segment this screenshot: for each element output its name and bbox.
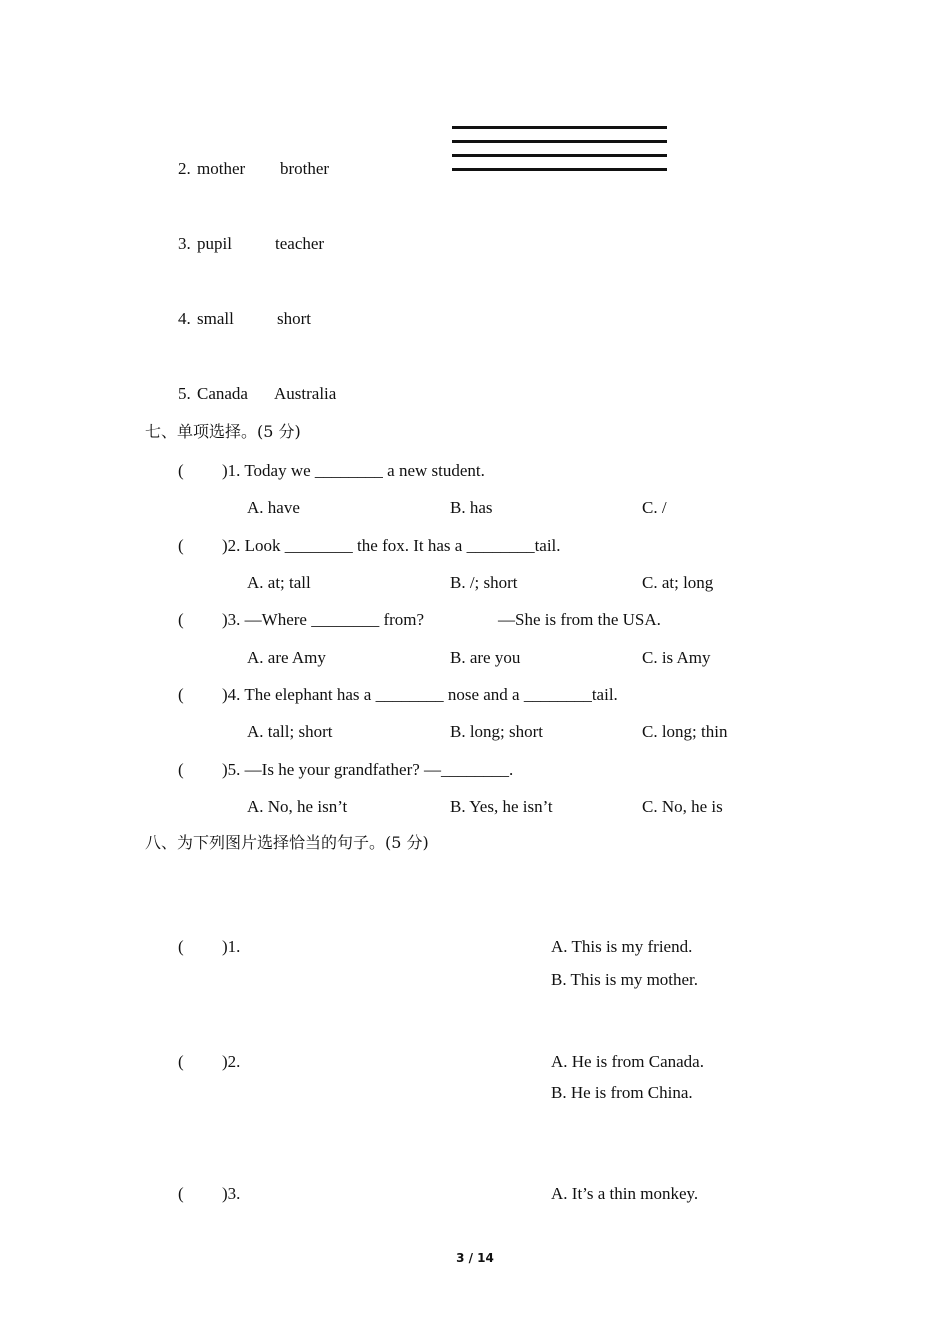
answer-paren: ( (178, 461, 184, 480)
question-text: )2. Look ________ the fox. It has a ________tail. (222, 536, 561, 555)
question-text: )4. The elephant has a ________ nose and a ________tail. (222, 685, 618, 704)
answer-paren: ( (178, 937, 184, 956)
pair-number: 4. (178, 309, 191, 328)
pair-word-a: pupil (197, 234, 232, 253)
question-text: )1. (222, 937, 241, 956)
option-a: A. This is my friend. (551, 937, 693, 956)
option-b: B. /; short (450, 573, 518, 592)
option-b: B. He is from China. (551, 1083, 693, 1102)
option-b: B. long; short (450, 722, 544, 741)
pair-word-b: short (277, 309, 311, 328)
question-answer-text: —She is from the USA. (498, 610, 661, 629)
answer-paren: ( (178, 760, 184, 779)
answer-paren: ( (178, 610, 184, 629)
pair-word-a: mother (197, 159, 246, 178)
answer-paren: ( (178, 536, 184, 555)
writing-line (452, 168, 667, 171)
pair-word-b: brother (280, 159, 330, 178)
pair-word-b: teacher (275, 234, 325, 253)
answer-paren: ( (178, 1184, 184, 1203)
option-a: A. It’s a thin monkey. (551, 1184, 699, 1203)
question-text: )5. —Is he your grandfather? —________. (222, 760, 514, 779)
question-text: )3. (222, 1184, 241, 1203)
question-text: )3. —Where ________ from? (222, 610, 425, 629)
section-heading: 七、单项选择。(5 分) (145, 422, 301, 441)
option-c: C. long; thin (642, 722, 728, 741)
option-a: A. are Amy (247, 648, 326, 667)
option-b: B. This is my mother. (551, 970, 699, 989)
option-b: B. has (450, 498, 493, 517)
option-b: B. Yes, he isn’t (450, 797, 553, 816)
writing-line (452, 140, 667, 143)
option-c: C. at; long (642, 573, 714, 592)
option-a: A. He is from Canada. (551, 1052, 704, 1071)
question-text: )2. (222, 1052, 241, 1071)
question-text: )1. Today we ________ a new student. (222, 461, 485, 480)
pair-number: 2. (178, 159, 191, 178)
pair-word-a: small (197, 309, 234, 328)
section-heading: 八、为下列图片选择恰当的句子。(5 分) (145, 833, 429, 852)
writing-line (452, 154, 667, 157)
pair-number: 5. (178, 384, 191, 403)
option-a: A. have (247, 498, 300, 517)
pair-word-a: Canada (197, 384, 248, 403)
option-b: B. are you (450, 648, 521, 667)
pair-word-b: Australia (274, 384, 337, 403)
option-c: C. is Amy (642, 648, 711, 667)
writing-line (452, 126, 667, 129)
option-a: A. No, he isn’t (247, 797, 348, 816)
answer-paren: ( (178, 1052, 184, 1071)
option-a: A. tall; short (247, 722, 333, 741)
pair-number: 3. (178, 234, 191, 253)
answer-paren: ( (178, 685, 184, 704)
option-c: C. No, he is (642, 797, 723, 816)
page-number: 3 / 14 (456, 1251, 494, 1265)
option-a: A. at; tall (247, 573, 311, 592)
option-c: C. / (642, 498, 667, 517)
